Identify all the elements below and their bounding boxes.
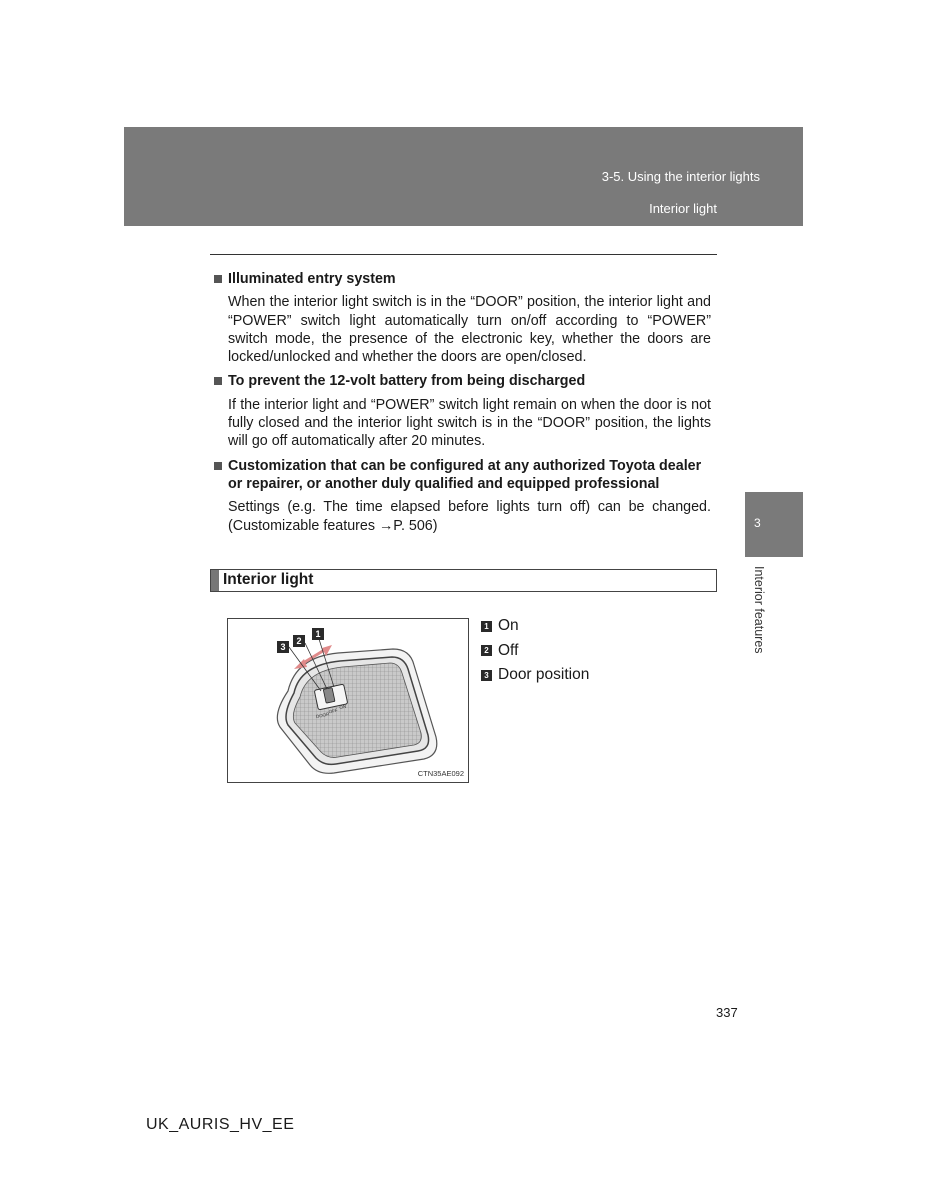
header-band <box>124 127 803 226</box>
switch-label-door: DOOR <box>315 711 330 720</box>
header-topic-title: Interior light <box>649 201 717 216</box>
number-box: 3 <box>481 670 492 681</box>
legend-item <box>481 639 589 664</box>
figure-legend <box>481 614 589 688</box>
svg-text:2: 2 <box>296 636 302 646</box>
number-box: 1 <box>481 621 492 632</box>
interior-light-figure <box>227 618 469 783</box>
item-title: Illuminated entry system <box>228 271 396 287</box>
chapter-label: Interior features <box>752 566 766 654</box>
header-rule <box>210 254 717 255</box>
item-body: When the interior light switch is in the “DOOR” position, the interior light and “POWER” switch light automatically turn on/off according to “POWER” switch mode, the presence of the electronic key, whether the doors are locked/unlocked and whether the doors are open/closed. <box>228 294 711 366</box>
section-accent <box>211 570 219 591</box>
switch-label-off: OFF <box>328 707 339 715</box>
item-body: Settings (e.g. The time elapsed before lights turn off) can be changed. (Customizable features →P. 506) <box>228 499 711 534</box>
number-box: 2 <box>481 645 492 656</box>
content-body <box>214 270 711 541</box>
section-heading <box>210 569 717 592</box>
svg-text:3: 3 <box>280 642 286 652</box>
legend-label: Off <box>498 641 519 659</box>
chapter-tab <box>745 492 803 557</box>
interior-light-illustration <box>228 619 468 782</box>
square-bullet-icon <box>214 270 224 288</box>
page-number: 337 <box>716 1005 738 1020</box>
info-item <box>214 270 711 366</box>
legend-label: Door position <box>498 666 590 684</box>
info-item <box>214 457 711 535</box>
info-item <box>214 372 711 450</box>
section-title: Interior light <box>223 571 314 588</box>
item-title: Customization that can be configured at any authorized Toyota dealer or repairer, or another duly qualified and equipped professional <box>228 457 702 492</box>
square-bullet-icon <box>214 372 224 390</box>
figure-code: CTN35AE092 <box>417 769 464 778</box>
legend-label: On <box>498 617 519 635</box>
document-code: UK_AURIS_HV_EE <box>146 1116 295 1133</box>
chapter-number: 3 <box>754 516 761 530</box>
header-section-title: 3-5. Using the interior lights <box>601 169 760 184</box>
legend-item <box>481 663 589 688</box>
item-title: To prevent the 12-volt battery from being discharged <box>228 373 586 390</box>
item-body: If the interior light and “POWER” switch light remain on when the door is not fully closed and the interior light switch is in the “DOOR” position, the lights will go off automatically after 20 minutes. <box>228 396 711 450</box>
square-bullet-icon <box>214 457 224 494</box>
legend-item <box>481 614 589 639</box>
svg-text:1: 1 <box>315 629 321 639</box>
switch-label-on: ON <box>338 703 347 711</box>
